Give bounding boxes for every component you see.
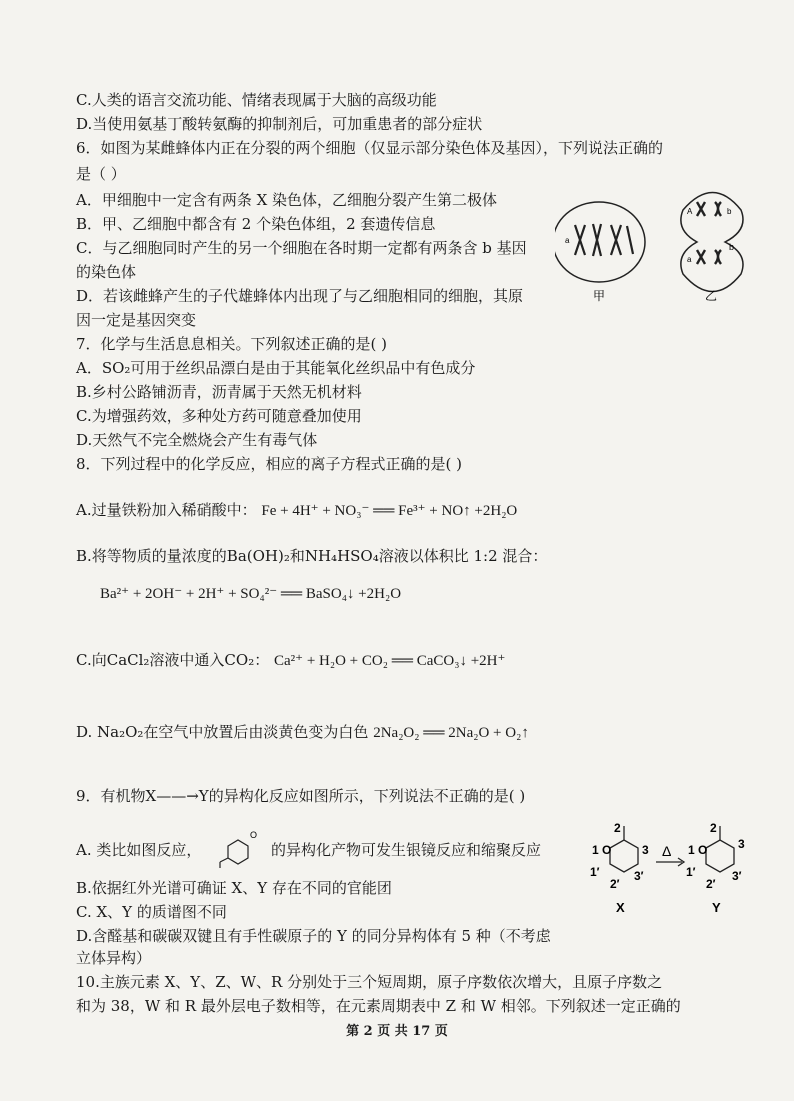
q9-option-c: C. X、Y 的质谱图不同 (76, 903, 227, 921)
y-num-1p: 1′ (686, 865, 696, 879)
q6-stem-line1: 6．如图为某雌蜂体内正在分裂的两个细胞（仅显示部分染色体及基因），下列说法正确的 (76, 139, 664, 157)
q9-stem: 9．有机物X——→Y的异构化反应如图所示，下列说法不正确的是( ) (76, 787, 526, 805)
q7-option-d: D.天然气不完全燃烧会产生有毒气体 (76, 431, 318, 449)
q10-line2: 和为 38，W 和 R 最外层电子数相等，在元素周期表中 Z 和 W 相邻。下列叙述一定正确的 (76, 997, 681, 1015)
q9-option-a-pre: A. 类比如图反应， (76, 841, 202, 859)
q6-option-d-line1: D．若该雌蜂产生的子代雄蜂体内出现了与乙细胞相同的细胞，其原 (76, 287, 524, 305)
y-num-1: 1 (688, 843, 695, 857)
q10-line1: 10.主族元素 X、Y、Z、W、R 分别处于三个短周期，原子序数依次增大，且原子序数之 (76, 973, 663, 991)
q7-option-b: B.乡村公路铺沥青，沥青属于天然无机材料 (76, 383, 362, 401)
x-num-2: 2 (614, 821, 621, 835)
q7-option-a: A．SO₂可用于丝织品漂白是由于其能氧化丝织品中有色成分 (76, 359, 476, 377)
q6-option-c-line1: C．与乙细胞同时产生的另一个细胞在各时期一定都有两条含 b 基因 (76, 239, 527, 257)
q8-option-c (76, 650, 505, 671)
y-num-2p: 2′ (706, 877, 716, 891)
q5-option-d: D.当使用氨基丁酸转氨酶的抑制剂后，可加重患者的部分症状 (76, 115, 483, 133)
isomerization-figure (588, 818, 758, 918)
q6-option-c-line2: 的染色体 (76, 263, 137, 281)
y-num-3p: 3′ (732, 869, 742, 883)
q8-option-d-text: D. Na₂O₂在空气中放置后由淡黄色变为白色 (76, 723, 369, 741)
q6-option-a: A．甲细胞中一定含有两条 X 染色体，乙细胞分裂产生第二极体 (76, 191, 498, 209)
q6-option-b: B．甲、乙细胞中都含有 2 个染色体组，2 套遗传信息 (76, 215, 436, 233)
cell-division-figure (555, 180, 745, 310)
x-num-1: 1 (592, 843, 599, 857)
q8-option-d (76, 722, 529, 743)
x-num-3: 3 (642, 843, 649, 857)
y-num-3: 3 (738, 837, 745, 851)
x-num-1p: 1′ (590, 865, 600, 879)
x-num-2p: 2′ (610, 877, 620, 891)
q9-option-b: B.依据红外光谱可确证 X、Y 存在不同的官能团 (76, 879, 392, 897)
x-num-3p: 3′ (634, 869, 644, 883)
q8-option-a-equation: Fe + 4H⁺ + NO₃⁻ ══ Fe³⁺ + NO↑ +2H₂O (261, 503, 518, 519)
fig-gene-b-bottom: b (729, 242, 735, 252)
q7-option-c: C.为增强药效，多种处方药可随意叠加使用 (76, 407, 362, 425)
fig-gene-b-top: b (727, 207, 732, 216)
pyranone-structure (206, 824, 266, 868)
q8-stem: 8．下列过程中的化学反应，相应的离子方程式正确的是( ) (76, 455, 463, 473)
y-atom-o: O (698, 843, 708, 857)
q7-stem: 7．化学与生活息息相关。下列叙述正确的是( ) (76, 335, 388, 353)
fig-label-jia: 甲 (593, 289, 606, 303)
pyranone-o-atom: O (250, 830, 258, 840)
fig-gene-A: A (687, 207, 693, 216)
fig-gene-a: a (687, 255, 692, 264)
q8-option-b-text: B.将等物质的量浓度的Ba(OH)₂和NH₄HSO₄溶液以体积比 1:2 混合： (76, 547, 548, 565)
fig-delta: Δ (662, 843, 672, 859)
q6-stem-line2: 是（ ） (76, 165, 126, 183)
q8-option-b-equation: Ba²⁺ + 2OH⁻ + 2H⁺ + SO₄²⁻ ══ BaSO₄↓ +2H₂O (100, 586, 402, 602)
q9-option-a-post: 的异构化产物可发生银镜反应和缩聚反应 (270, 841, 541, 859)
q5-option-c: C.人类的语言交流功能、情绪表现属于大脑的高级功能 (76, 91, 437, 109)
q8-option-a-text: A.过量铁粉加入稀硝酸中： (76, 501, 257, 519)
q8-option-c-equation: Ca²⁺ + H₂O + CO₂ ══ CaCO₃↓ +2H⁺ (274, 653, 506, 669)
y-num-2: 2 (710, 821, 717, 835)
fig-label-y: Y (712, 900, 721, 915)
fig-label-yi: 乙 (705, 289, 718, 303)
q9-option-d-line2: 立体异构） (76, 949, 152, 967)
fig-label-x: X (616, 900, 625, 915)
fig-gene-a-left: a (565, 236, 570, 245)
q6-option-d-line2: 因一定是基因突变 (76, 311, 197, 329)
q8-option-c-text: C.向CaCl₂溶液中通入CO₂： (76, 651, 270, 669)
q8-option-d-equation: 2Na₂O₂ ══ 2Na₂O + O₂↑ (373, 725, 529, 741)
q8-option-a (76, 500, 517, 521)
page-footer: 第 2 页 共 17 页 (346, 1024, 448, 1039)
x-atom-o: O (602, 843, 612, 857)
q9-option-a (76, 830, 541, 868)
q9-option-d-line1: D.含醛基和碳碳双键且有手性碳原子的 Y 的同分异构体有 5 种（不考虑 (76, 927, 551, 945)
